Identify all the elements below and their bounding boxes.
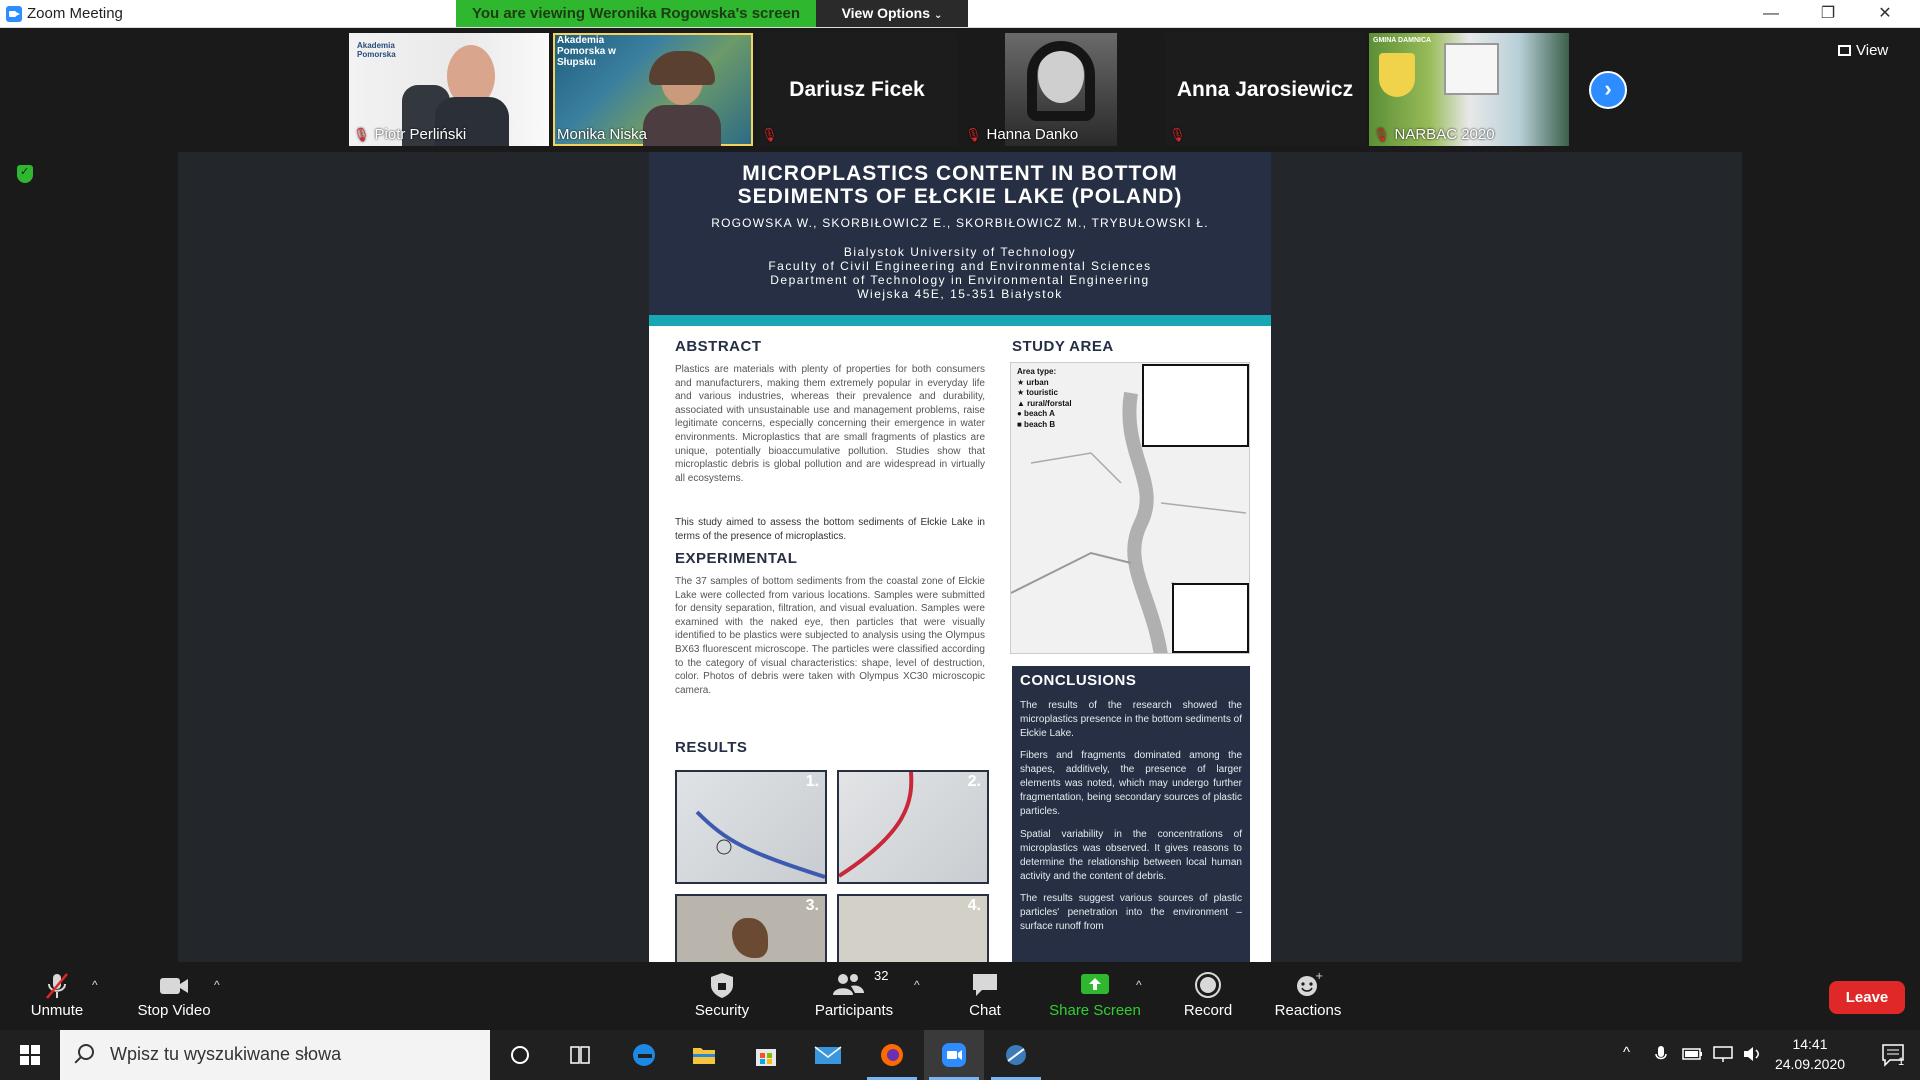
store-icon [752, 1041, 780, 1069]
search-icon [78, 1044, 94, 1060]
fiber-image [677, 772, 825, 882]
participants-button[interactable]: 32 Participants [814, 968, 894, 1019]
taskbar-mail[interactable] [798, 1030, 858, 1080]
cortana-button[interactable] [490, 1030, 550, 1080]
view-layout-button[interactable]: View [1838, 42, 1888, 59]
participant-name: 🎙 Hanna Danko [965, 126, 1079, 143]
chevron-down-icon: ⌄ [934, 10, 943, 21]
conclusions-text: Spatial variability in the concentrations of microplastics was observed. It gives reasons to determine the relationship between local human activity and the content of debris. [1020, 829, 1242, 882]
taskbar-search-input[interactable] [60, 1030, 490, 1080]
edge-browser-icon [630, 1041, 658, 1069]
unmute-button[interactable]: Unmute [20, 962, 94, 1030]
folder-icon [690, 1041, 718, 1069]
audio-options-caret[interactable]: ^ [92, 978, 98, 992]
participant-name-placeholder: Dariusz Ficek [789, 78, 925, 101]
photo-number: 2. [967, 773, 981, 790]
share-screen-button[interactable]: Share Screen [1044, 962, 1146, 1030]
task-view-icon [568, 1043, 592, 1067]
share-screen-icon [1079, 970, 1111, 1000]
window-title: Zoom Meeting [27, 5, 123, 22]
narbac-logo [1444, 43, 1499, 95]
result-photo [675, 894, 827, 964]
stop-video-button[interactable]: Stop Video [130, 962, 218, 1030]
taskbar-file-explorer[interactable] [674, 1030, 734, 1080]
viewing-banner: You are viewing Weronika Rogowska's screen [456, 0, 816, 27]
coat-of-arms-icon [1379, 53, 1415, 97]
study-area-map [1010, 362, 1250, 654]
conclusions-text: Fibers and fragments dominated among the shapes, additively, the presence of larger elements was noted, which may undergo further fragmentation, being secondary sources of plastic particles. [1020, 750, 1242, 817]
encryption-shield-icon[interactable] [17, 165, 33, 183]
fiber-image [839, 772, 987, 882]
taskbar-edge[interactable] [614, 1030, 674, 1080]
conclusions-box [1012, 666, 1250, 964]
taskbar-zoom[interactable] [924, 1030, 984, 1080]
taskbar-store[interactable] [736, 1030, 796, 1080]
participant-tile[interactable] [349, 33, 549, 146]
meeting-toolbar [0, 962, 1920, 1030]
results-heading: RESULTS [675, 739, 748, 756]
mic-muted-icon: 🎙 [1169, 127, 1186, 142]
participant-name: Monika Niska [557, 126, 648, 143]
windows-logo-icon [20, 1045, 29, 1054]
windows-taskbar [0, 1030, 1920, 1080]
volume-icon[interactable] [1742, 1045, 1764, 1063]
participants-options-caret[interactable]: ^ [914, 978, 920, 992]
snipping-tool-icon [1002, 1041, 1030, 1069]
action-center-button[interactable] [1866, 1042, 1920, 1072]
logo-text: GMINA DAMNICA [1373, 37, 1432, 44]
search-placeholder: Wpisz tu wyszukiwane słowa [110, 1044, 342, 1064]
inset-map-a [1142, 364, 1249, 447]
logo-text: Akademia Pomorska w Słupsku [557, 35, 616, 68]
svg-text:+: + [1315, 971, 1323, 982]
participants-icon [831, 970, 865, 1000]
participant-tile[interactable] [1369, 33, 1569, 146]
grid-icon [1838, 45, 1851, 56]
participants-count: 32 [874, 968, 889, 983]
security-button[interactable]: Security [684, 962, 760, 1030]
poster-affiliation: Bialystok University of Technology Faculty of Civil Engineering and Environmental Sciences Department of Technology in Environmental Engineering Wiejska 45E, 15-351 Białystok [768, 245, 1152, 301]
network-icon[interactable] [1712, 1045, 1734, 1063]
person-hair [649, 51, 715, 85]
chat-icon [970, 970, 1000, 1000]
share-options-caret[interactable]: ^ [1136, 978, 1142, 992]
restore-button[interactable]: ❐ [1820, 5, 1836, 22]
photo-number: 4. [967, 897, 981, 914]
smiley-icon [1293, 970, 1323, 1000]
conclusions-text: The results suggest various sources of plastic particles' penetration into the environment – surface runoff from [1020, 893, 1242, 932]
show-hidden-icons-button[interactable]: ^ [1623, 1044, 1631, 1061]
mic-muted-icon [42, 971, 72, 1001]
poster-divider [649, 315, 1271, 326]
poster-title: MICROPLASTICS CONTENT IN BOTTOM SEDIMENTS OF EŁCKIE LAKE (POLAND) [737, 162, 1183, 208]
experimental-text: The 37 samples of bottom sediments from the coastal zone of Ełckie Lake were collected from various locations. Samples were submitted for density separation, filtration, and visual evaluation. Samples were examined with the naked eye, then particles that were visually identified to be plastics were subjected to analysis using the Olympus BX63 fluorescent microscope. The particles were classified according to the category of visual characteristics: shape, level of destruction, color. Photos of debris were taken with Olympus XC30 microscopic camera. [675, 576, 985, 696]
record-button[interactable]: Record [1170, 962, 1246, 1030]
next-page-button[interactable]: › [1589, 71, 1627, 109]
record-icon [1193, 970, 1223, 1000]
abstract-heading: ABSTRACT [675, 338, 762, 355]
video-options-caret[interactable]: ^ [214, 978, 220, 992]
participant-name: 🎙 Piotr Perliński [353, 126, 467, 143]
photo-number: 1. [805, 773, 819, 790]
person-hair [1027, 41, 1095, 121]
photo-number: 3. [805, 897, 819, 914]
mic-muted-icon: 🎙 [1373, 127, 1390, 142]
conclusions-text: The results of the research showed the microplastics presence in the bottom sediments of Ełckie Lake. [1020, 700, 1242, 739]
cortana-icon [508, 1043, 532, 1067]
mail-icon [813, 1041, 843, 1069]
shield-icon [707, 970, 737, 1000]
shared-poster [649, 152, 1271, 964]
battery-icon[interactable] [1682, 1047, 1704, 1061]
minimize-button[interactable]: — [1763, 5, 1779, 22]
leave-button[interactable]: Leave [1829, 981, 1905, 1014]
taskbar-firefox[interactable] [862, 1030, 922, 1080]
taskbar-clock[interactable]: 14:41 24.09.2020 [1774, 1036, 1846, 1072]
firefox-icon [878, 1041, 906, 1069]
participant-mic [761, 126, 783, 143]
logo-text: Akademia Pomorska [357, 41, 396, 59]
participant-tile[interactable] [961, 33, 1161, 146]
poster-authors: ROGOWSKA W., SKORBIŁOWICZ E., SKORBIŁOWICZ M., TRYBUŁOWSKI Ł. [711, 216, 1209, 230]
participant-tile-active-speaker[interactable] [553, 33, 753, 146]
participant-mic [1169, 126, 1191, 143]
mic-muted-icon: 🎙 [965, 127, 982, 142]
reactions-button[interactable]: + Reactions [1274, 971, 1342, 1019]
poster-header [649, 152, 1271, 315]
mic-muted-icon: 🎙 [353, 127, 370, 142]
result-photo [837, 894, 989, 964]
abstract-aim-text: This study aimed to assess the bottom sediments of Ełckie Lake in terms of the presence of microplastics. [675, 517, 985, 542]
participant-tile[interactable] [1165, 33, 1365, 146]
chat-button[interactable]: Chat [950, 962, 1020, 1030]
fragment-image [732, 918, 768, 958]
notification-count: 1 [1898, 1056, 1905, 1068]
taskbar-snipping-tool[interactable] [986, 1030, 1046, 1080]
inset-map-b [1172, 583, 1249, 653]
participant-name: 🎙 NARBAC 2020 [1373, 126, 1495, 143]
task-view-button[interactable] [550, 1030, 610, 1080]
result-photo [675, 770, 827, 884]
conclusions-heading: CONCLUSIONS [1020, 672, 1137, 689]
microphone-tray-icon[interactable] [1654, 1045, 1668, 1065]
abstract-text: Plastics are materials with plenty of properties for both consumers and manufacturers, making them extremely popular in everyday life and various industries, whereas their prevalence and durability, associated with unsustainable use and management problems, raise legitimate concerns, especially concerning their emergence in water environments. Microplastics that are small fragments of plastics are unique, potentially bioaccumulative pollution. Studies show that microplastic debris is global pollution and are widespread in virtually all ecosystems. [675, 364, 985, 484]
view-options-button[interactable] [816, 0, 968, 27]
start-button[interactable] [0, 1030, 60, 1080]
zoom-app-icon [6, 6, 22, 22]
experimental-heading: EXPERIMENTAL [675, 550, 798, 567]
result-photo [837, 770, 989, 884]
map-legend: Area type: ★ urban ★ touristic ▲ rural/forstal ● beach A ■ beach B [1017, 367, 1072, 429]
view-options-label: View Options [841, 5, 931, 21]
study-area-heading: STUDY AREA [1012, 338, 1114, 355]
participant-tile[interactable] [757, 33, 957, 146]
person-shirt [643, 105, 721, 146]
video-camera-icon [157, 971, 191, 1001]
zoom-app-icon [940, 1041, 968, 1069]
participant-name-placeholder: Anna Jarosiewicz [1176, 78, 1354, 101]
close-button[interactable]: ✕ [1878, 5, 1892, 22]
mic-muted-icon: 🎙 [761, 127, 778, 142]
